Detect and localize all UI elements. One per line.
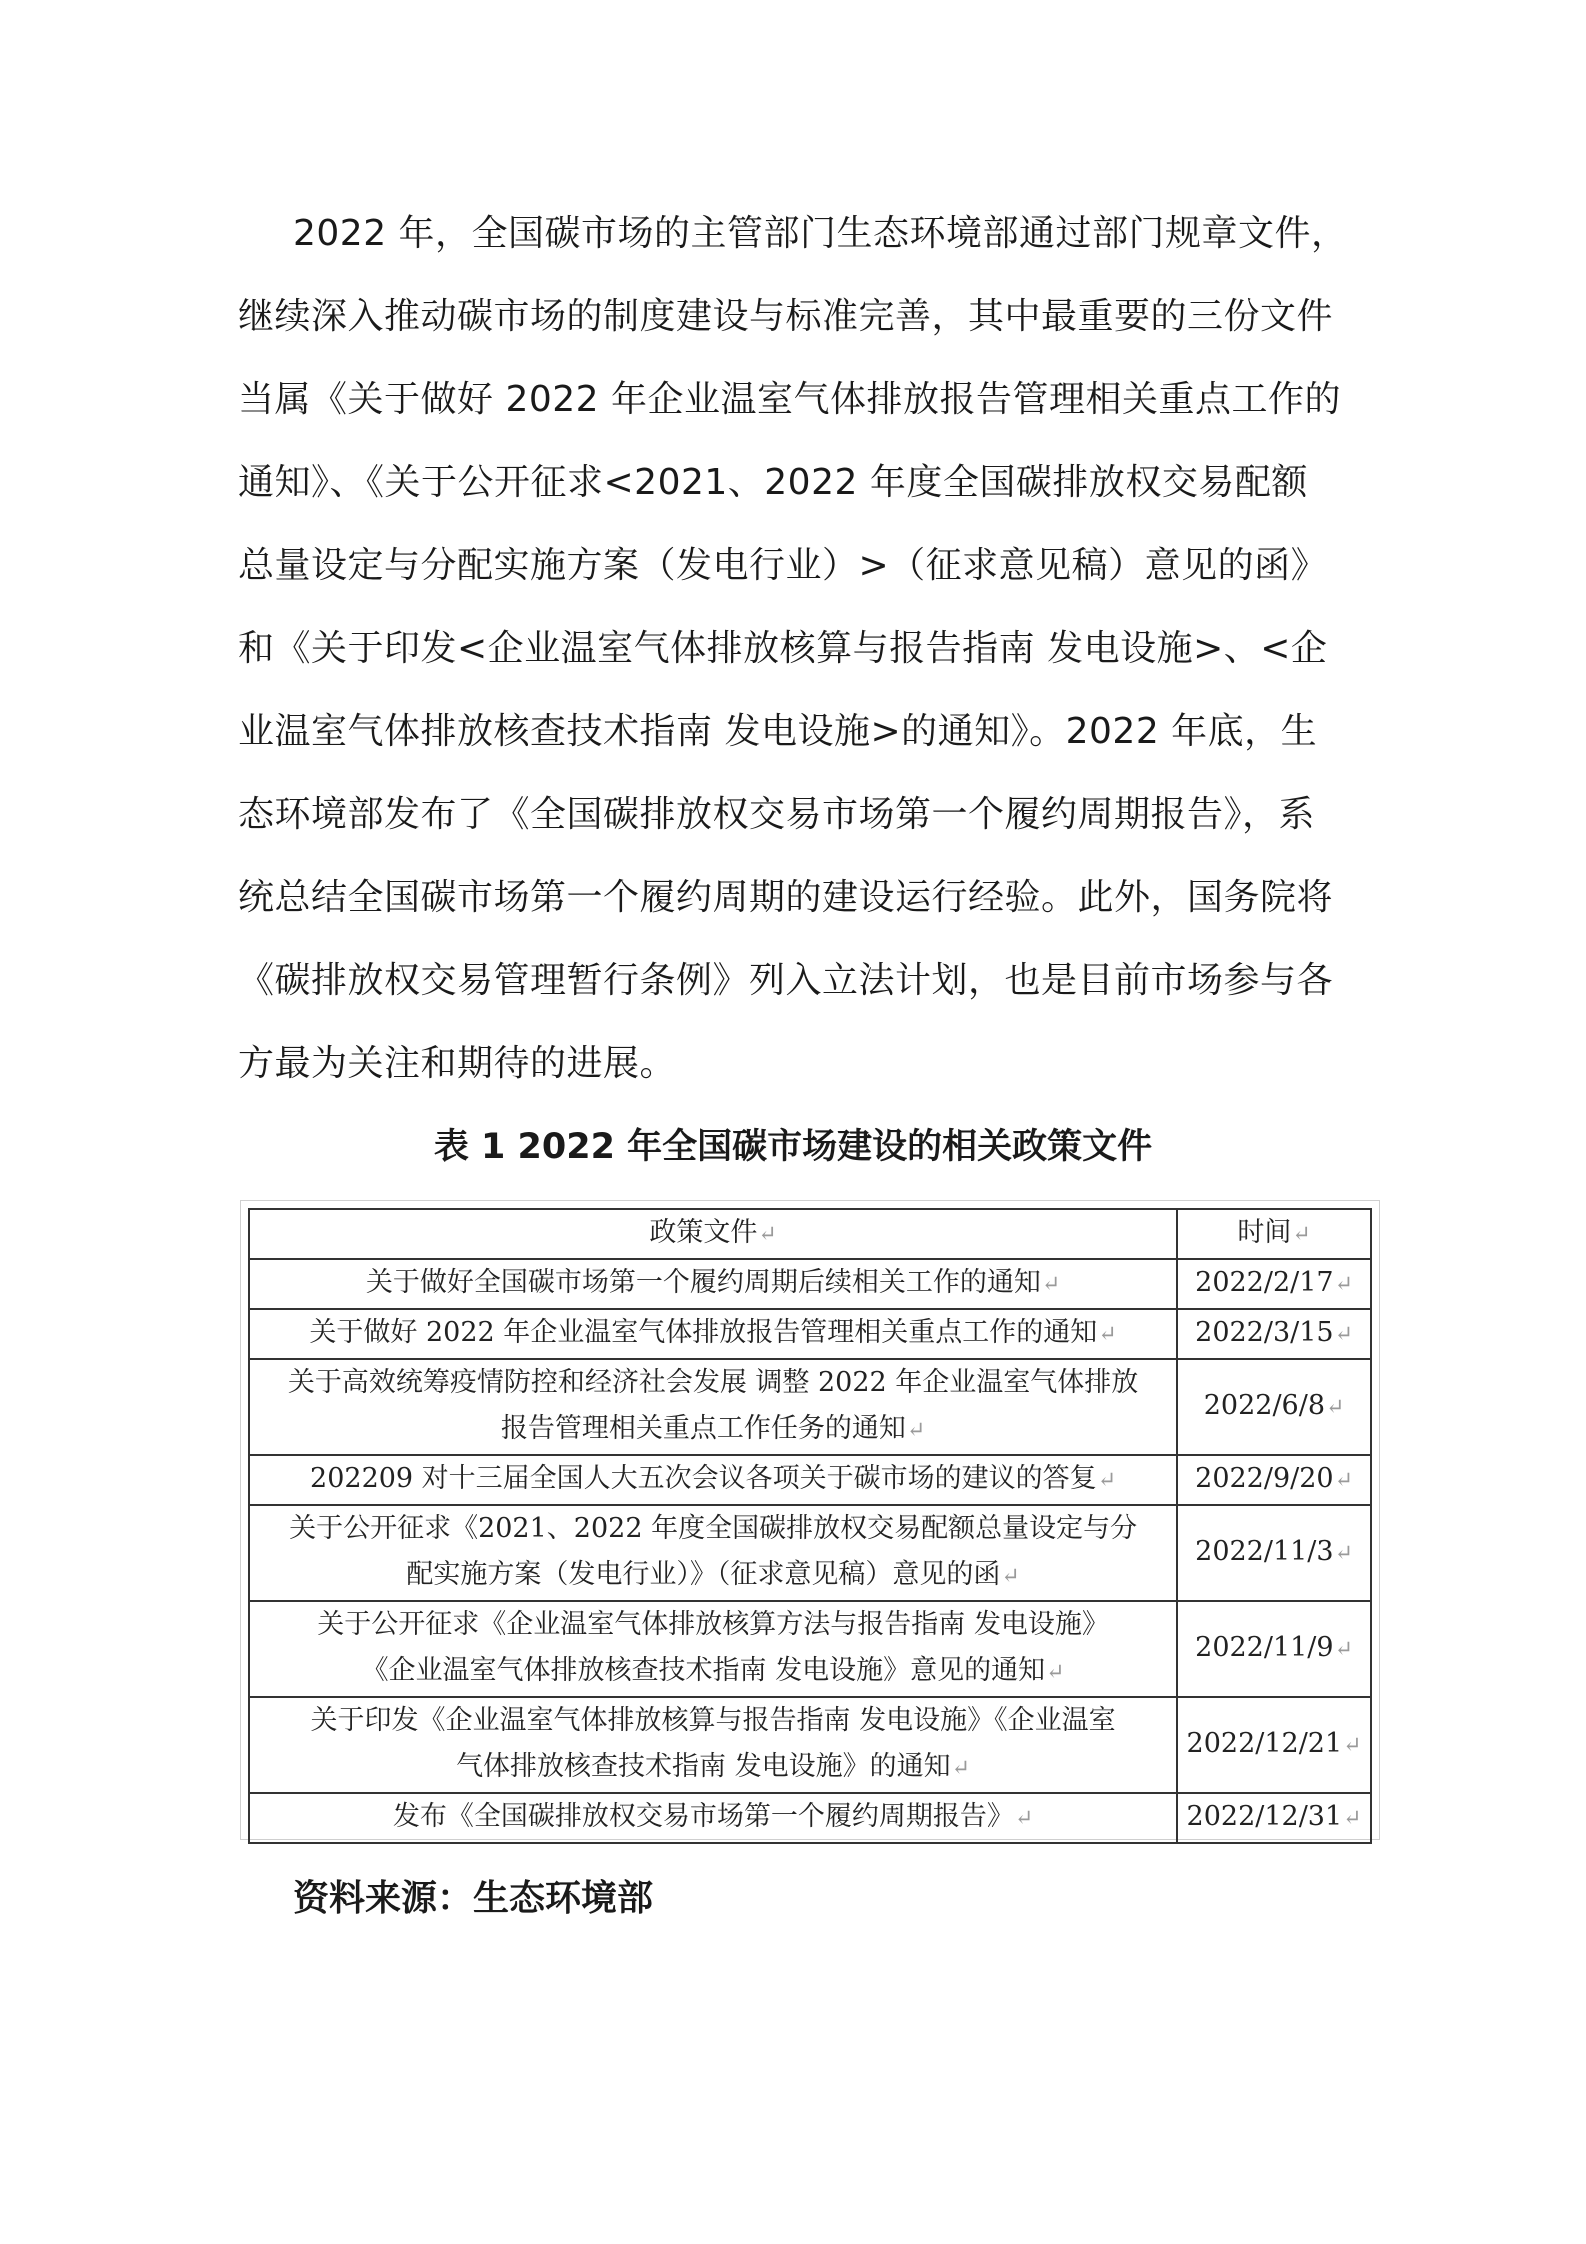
paragraph-mark-icon: ↵ xyxy=(1343,1733,1362,1758)
header-date: 时间↵ xyxy=(1177,1209,1371,1259)
paragraph-mark-icon: ↵ xyxy=(1334,1541,1354,1566)
paragraph-mark-icon: ↵ xyxy=(1343,1806,1362,1831)
paragraph-line: 统总结全国碳市场第一个履约周期的建设运行经验。此外，国务院将 xyxy=(238,877,1334,918)
table-row xyxy=(249,1505,1371,1601)
policy-date-cell: 2022/11/3↵ xyxy=(1177,1505,1371,1601)
source-note: 资料来源：生态环境部 xyxy=(293,1878,654,1919)
paragraph-mark-icon: ↵ xyxy=(1014,1806,1034,1831)
paragraph-mark-icon: ↵ xyxy=(758,1222,777,1247)
policy-date-cell: 2022/2/17↵ xyxy=(1177,1259,1371,1309)
paragraph-mark-icon: ↵ xyxy=(1334,1468,1354,1493)
table-row xyxy=(249,1793,1371,1843)
policy-document-cell: 202209 对十三届全国人大五次会议各项关于碳市场的建议的答复↵ xyxy=(249,1455,1177,1505)
paragraph-line: 2022 年，全国碳市场的主管部门生态环境部通过部门规章文件， xyxy=(293,213,1348,254)
paragraph-line: 总量设定与分配实施方案（发电行业）>（征求意见稿）意见的函》 xyxy=(238,545,1328,586)
paragraph-mark-icon: ↵ xyxy=(951,1756,971,1781)
policy-document-cell: 关于公开征求《2021、2022 年度全国碳排放权交易配额总量设定与分 配实施方案（发电行业）》（征求意见稿）意见的函↵ xyxy=(249,1505,1177,1601)
policy-date-cell: 2022/3/15↵ xyxy=(1177,1309,1371,1359)
paragraph-line: 《碳排放权交易管理暂行条例》列入立法计划，也是目前市场参与各 xyxy=(238,960,1334,1001)
paragraph-mark-icon: ↵ xyxy=(906,1418,926,1443)
paragraph-mark-icon: ↵ xyxy=(1041,1272,1061,1297)
policy-date-cell: 2022/6/8↵ xyxy=(1177,1359,1371,1455)
policy-date-cell: 2022/9/20↵ xyxy=(1177,1455,1371,1505)
paragraph-mark-icon: ↵ xyxy=(1001,1564,1020,1589)
table-row xyxy=(249,1697,1371,1793)
paragraph-line: 态环境部发布了《全国碳排放权交易市场第一个履约周期报告》，系 xyxy=(238,794,1316,835)
header-document: 政策文件↵ xyxy=(249,1209,1177,1259)
paragraph-mark-icon: ↵ xyxy=(1098,1322,1117,1347)
policy-date-cell: 2022/12/31↵ xyxy=(1177,1793,1371,1843)
table-caption: 表 1 2022 年全国碳市场建设的相关政策文件 xyxy=(433,1127,1153,1167)
paragraph-mark-icon: ↵ xyxy=(1334,1322,1354,1347)
table-row xyxy=(249,1455,1371,1505)
paragraph-line: 方最为关注和期待的进展。 xyxy=(238,1043,677,1084)
policy-table xyxy=(248,1208,1372,1844)
table-row xyxy=(249,1259,1371,1309)
table-frame xyxy=(240,1200,1380,1840)
policy-document-cell: 发布《全国碳排放权交易市场第一个履约周期报告》↵ xyxy=(249,1793,1177,1843)
paragraph-mark-icon: ↵ xyxy=(1334,1272,1354,1297)
policy-document-cell: 关于印发《企业温室气体排放核算与报告指南 发电设施》《企业温室 气体排放核查技术指南 发电设施》的通知↵ xyxy=(249,1697,1177,1793)
policy-document-cell: 关于做好 2022 年企业温室气体排放报告管理相关重点工作的通知↵ xyxy=(249,1309,1177,1359)
paragraph-line: 和《关于印发<企业温室气体排放核算与报告指南 发电设施>、<企 xyxy=(238,628,1328,669)
policy-document-cell: 关于公开征求《企业温室气体排放核算方法与报告指南 发电设施》 《企业温室气体排放核查技术指南 发电设施》意见的通知↵ xyxy=(249,1601,1177,1697)
paragraph-mark-icon: ↵ xyxy=(1046,1660,1065,1685)
paragraph-line: 当属《关于做好 2022 年企业温室气体排放报告管理相关重点工作的 xyxy=(238,379,1342,420)
paragraph-line: 业温室气体排放核查技术指南 发电设施>的通知》。2022 年底，生 xyxy=(238,711,1318,752)
paragraph-mark-icon: ↵ xyxy=(1326,1395,1345,1420)
paragraph-mark-icon: ↵ xyxy=(1097,1468,1117,1493)
policy-date-cell: 2022/12/21↵ xyxy=(1177,1697,1371,1793)
policy-date-cell: 2022/11/9↵ xyxy=(1177,1601,1371,1697)
body-paragraph xyxy=(238,192,1348,1105)
table-row xyxy=(249,1359,1371,1455)
paragraph-line: 通知》、《关于公开征求<2021、2022 年度全国碳排放权交易配额 xyxy=(238,462,1308,503)
table-row xyxy=(249,1601,1371,1697)
policy-document-cell: 关于做好全国碳市场第一个履约周期后续相关工作的通知↵ xyxy=(249,1259,1177,1309)
table-header-row xyxy=(249,1209,1371,1259)
paragraph-mark-icon: ↵ xyxy=(1292,1222,1311,1247)
paragraph-line: 继续深入推动碳市场的制度建设与标准完善，其中最重要的三份文件 xyxy=(238,296,1334,337)
paragraph-mark-icon: ↵ xyxy=(1334,1637,1354,1662)
policy-document-cell: 关于高效统筹疫情防控和经济社会发展 调整 2022 年企业温室气体排放 报告管理相关重点工作任务的通知↵ xyxy=(249,1359,1177,1455)
table-row xyxy=(249,1309,1371,1359)
